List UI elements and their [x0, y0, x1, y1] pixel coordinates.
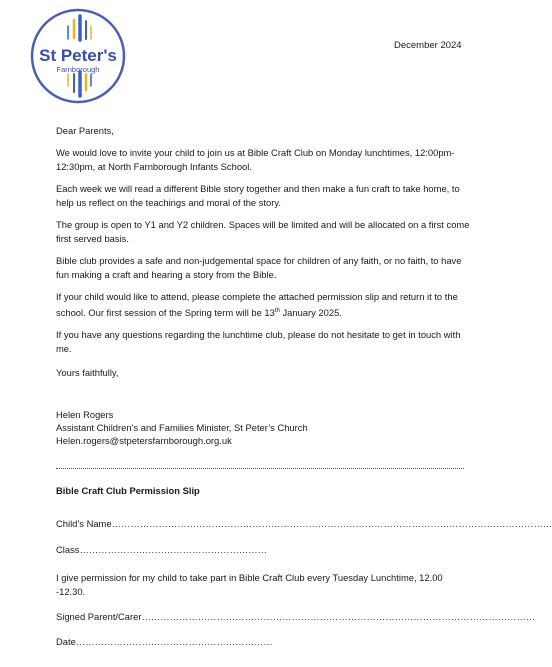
- child-name-label: Child’s Name: [56, 518, 112, 529]
- signature-block: [56, 408, 308, 447]
- signer-email[interactable]: Helen.rogers@stpetersfarnborough.org.uk: [56, 435, 232, 446]
- paragraph-5-end: January 2025.: [279, 307, 342, 319]
- paragraph-3: The group is open to Y1 and Y2 children. Spaces will be limited and will be allocated on a first come first served basis.: [56, 219, 470, 244]
- child-name-field[interactable]: [56, 518, 552, 529]
- paragraph-5-text: If your child would like to attend, please complete the attached permission slip and return it to the school. Our first session of the Spring term will be 13: [56, 291, 458, 319]
- paragraph-2: Each week we will read a different Bible story together and then make a fun craft to take home, to help us reflect on the teachings and moral of the story.: [56, 183, 460, 208]
- class-label: Class: [56, 544, 80, 555]
- church-logo: [28, 6, 128, 106]
- logo-place: Farnborough: [56, 65, 100, 74]
- slip-title: Bible Craft Club Permission Slip: [56, 485, 200, 496]
- child-name-line[interactable]: ……………………………………………………………………………………………………………………………: [111, 518, 552, 529]
- logo-name: St Peter's: [39, 46, 117, 65]
- paragraph-6: If you have any questions regarding the lunchtime club, please do not hesitate to get in touch with me.: [56, 329, 461, 355]
- class-field[interactable]: [56, 544, 267, 555]
- tear-off-divider: [56, 468, 464, 469]
- date-field[interactable]: [56, 636, 273, 647]
- paragraph-1: We would love to invite your child to join us at Bible Craft Club on Monday lunchtimes, 12:00pm-12:30pm, at North Farnborough Infants School.: [56, 147, 455, 172]
- paragraph-5: [56, 290, 476, 320]
- church-logo-graphic: [28, 6, 128, 106]
- date-line[interactable]: ………………………………………………………: [75, 636, 273, 647]
- signed-line[interactable]: ………………………………………………………………………………………………………………: [141, 611, 536, 622]
- date-label: Date: [56, 636, 76, 647]
- signer-title: Assistant Children’s and Families Minister, St Peter’s Church: [56, 422, 308, 433]
- date-ordinal-suffix: th: [274, 308, 280, 314]
- letter-date: December 2024: [394, 40, 462, 51]
- salutation: Dear Parents,: [56, 125, 114, 136]
- signed-field[interactable]: [56, 611, 535, 622]
- class-line[interactable]: ……………………………………………………: [79, 544, 267, 555]
- closing: Yours faithfully,: [56, 367, 119, 379]
- signer-name: Helen Rogers: [56, 409, 114, 420]
- signed-label: Signed Parent/Carer: [56, 611, 142, 622]
- permission-statement: I give permission for my child to take part in Bible Craft Club every Tuesday Lunchtime, 12.00 -12.30.: [56, 572, 443, 597]
- paragraph-4: Bible club provides a safe and non-judgemental space for children of any faith, or no faith, to have fun making a craft and hearing a story from the Bible.: [56, 255, 462, 280]
- letter-body: [56, 124, 476, 388]
